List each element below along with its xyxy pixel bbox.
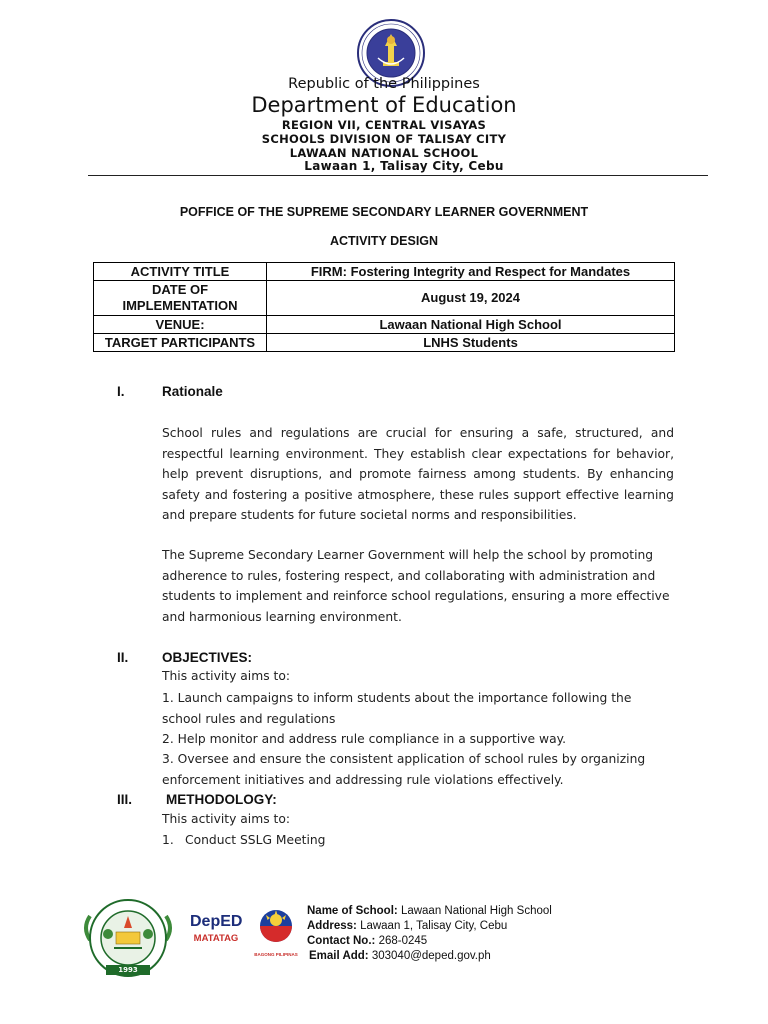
section-title-rationale: Rationale	[162, 384, 223, 399]
deped-logo-text: DepED	[190, 913, 243, 930]
participants-label: TARGET PARTICIPANTS	[94, 334, 267, 352]
footer-email-label: Email Add:	[309, 950, 369, 962]
section-number: II.	[117, 650, 129, 665]
section-number: III.	[117, 792, 133, 807]
footer-school-value: Lawaan National High School	[400, 905, 552, 917]
venue-label: VENUE:	[94, 316, 267, 334]
bagong-pilipinas-text: BAGONG PILIPINAS	[254, 952, 298, 957]
table-row	[94, 334, 675, 352]
header-republic: Republic of the Philippines	[288, 76, 480, 92]
activity-title-value: FIRM: Fostering Integrity and Respect for Mandates	[267, 263, 675, 281]
methodology-intro: This activity aims to:	[162, 812, 291, 826]
footer-address	[307, 920, 507, 932]
activity-design-title: ACTIVITY DESIGN	[329, 234, 439, 248]
footer-contact-value: 268-0245	[378, 935, 428, 947]
section-number: I.	[117, 384, 125, 399]
date-label	[94, 281, 267, 316]
date-value: August 19, 2024	[267, 281, 675, 316]
methodology-item-number: 1.	[162, 833, 174, 847]
activity-title-label: ACTIVITY TITLE	[94, 263, 267, 281]
school-seal-year: 1993	[118, 966, 138, 974]
objective-item: 3. Oversee and ensure the consistent application of school rules by organizing enforcement initiatives and addressing rule violations effectively.	[162, 752, 646, 787]
deped-logo	[190, 912, 242, 954]
header-division: SCHOOLS DIVISION OF TALISAY CITY	[261, 132, 507, 146]
methodology-item: Conduct SSLG Meeting	[185, 833, 326, 847]
header-department: Department of Education	[251, 93, 517, 117]
footer-school-label: Name of School:	[307, 905, 398, 917]
table-row	[94, 263, 675, 281]
footer-contact-label: Contact No.:	[307, 935, 376, 947]
venue-value: Lawaan National High School	[267, 316, 675, 334]
section-title-objectives: OBJECTIVES:	[162, 650, 253, 665]
header-school: LAWAAN NATIONAL SCHOOL	[289, 146, 479, 160]
footer-email	[309, 950, 491, 962]
footer-address-label: Address:	[307, 920, 357, 932]
table-row	[94, 281, 675, 316]
rationale-paragraph-1: School rules and regulations are crucial for ensuring a safe, structured, and respectful learning environment. They establish clear expectations for behavior, help prevent disruptions, and promote fairness among students. By enhancing safety and fostering a positive atmosphere, these rules support effective learning and prepare students for future societal norms and responsibilities.	[162, 426, 674, 522]
header-divider	[88, 175, 708, 176]
footer-address-value: Lawaan 1, Talisay City, Cebu	[360, 920, 508, 932]
office-title: POFFICE OF THE SUPREME SECONDARY LEARNER GOVERNMENT	[179, 205, 589, 219]
footer-school	[307, 905, 552, 917]
rationale-paragraph-2: The Supreme Secondary Learner Government will help the school by promoting adherence to rules, fostering respect, and collaborating with administration and students to implement and reinforce school regulations, ensuring a more effective and harmonious learning environment.	[162, 548, 670, 624]
participants-value: LNHS Students	[267, 334, 675, 352]
header-region: REGION VII, CENTRAL VISAYAS	[281, 118, 487, 132]
objective-item: 2. Help monitor and address rule compliance in a supportive way.	[162, 732, 567, 746]
date-label-line2: IMPLEMENTATION	[122, 298, 238, 313]
date-label-line1: DATE OF	[151, 282, 209, 297]
school-seal-logo	[76, 898, 180, 980]
objective-item: 1. Launch campaigns to inform students about the importance following the school rules and regulations	[162, 691, 632, 726]
section-title-methodology: METHODOLOGY:	[166, 792, 277, 807]
bagong-pilipinas-logo	[252, 906, 300, 956]
table-row	[94, 316, 675, 334]
activity-info-table	[93, 262, 675, 352]
objectives-intro: This activity aims to:	[162, 669, 291, 683]
footer-contact	[307, 935, 427, 947]
header-address: Lawaan 1, Talisay City, Cebu	[304, 159, 504, 173]
footer-email-value: 303040@deped.gov.ph	[371, 950, 491, 962]
matatag-logo-text: MATATAG	[193, 933, 239, 944]
